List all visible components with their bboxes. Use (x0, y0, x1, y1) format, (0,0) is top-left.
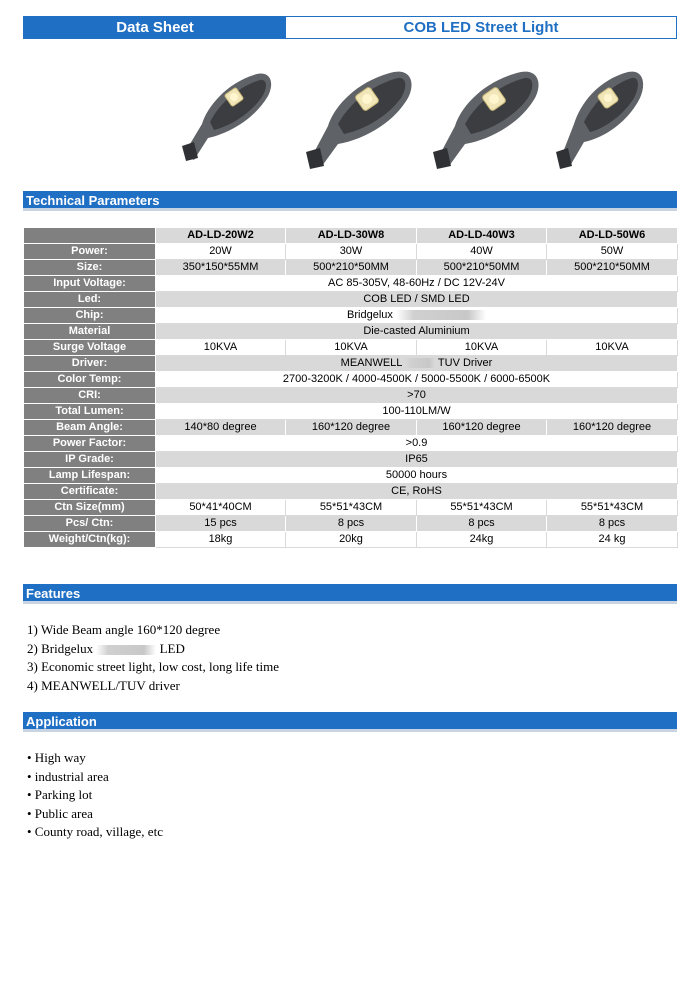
driver-type: TUV Driver (437, 357, 493, 369)
spec-row-color-temp (24, 372, 678, 388)
spec-value: 10KVA (156, 340, 286, 356)
spec-table (23, 227, 678, 548)
list-item: 1) Wide Beam angle 160*120 degree (27, 622, 221, 637)
spec-value: 18kg (156, 532, 286, 548)
spec-value: 15 pcs (156, 516, 286, 532)
spec-label: Led: (24, 292, 156, 308)
spec-label: Chip: (24, 308, 156, 324)
spec-row-cri (24, 388, 678, 404)
spec-label: Weight/Ctn(kg): (24, 532, 156, 548)
spec-row-total-lumen (24, 404, 678, 420)
spec-value: 10KVA (417, 340, 547, 356)
spec-label: Ctn Size(mm) (24, 500, 156, 516)
spec-value: 2700-3200K / 4000-4500K / 5000-5500K / 6000-6500K (156, 372, 678, 388)
spec-row-led (24, 292, 678, 308)
spec-label: Beam Angle: (24, 420, 156, 436)
lamp-image-50w (550, 62, 650, 170)
feature-text: 2) Bridgelux (27, 640, 94, 656)
spec-value: 160*120 degree (547, 420, 678, 436)
spec-row-size (24, 260, 678, 276)
spec-value: 350*150*55MM (156, 260, 286, 276)
spec-label: Power Factor: (24, 436, 156, 452)
redacted-mark (405, 358, 435, 368)
features-list (27, 621, 279, 695)
spec-value: >0.9 (156, 436, 678, 452)
spec-label: Certificate: (24, 484, 156, 500)
spec-label: Pcs/ Ctn: (24, 516, 156, 532)
spec-label: CRI: (24, 388, 156, 404)
spec-value: AC 85-305V, 48-60Hz / DC 12V-24V (156, 276, 678, 292)
spec-label: Material (24, 324, 156, 340)
spec-row-ctn-size (24, 500, 678, 516)
spec-label: Surge Voltage (24, 340, 156, 356)
spec-value: 500*210*50MM (417, 260, 547, 276)
spec-value: 500*210*50MM (286, 260, 417, 276)
spec-value: 20W (156, 244, 286, 260)
spec-value: 500*210*50MM (547, 260, 678, 276)
spec-value: 160*120 degree (417, 420, 547, 436)
list-item: • Parking lot (27, 787, 93, 802)
model-header: AD-LD-50W6 (547, 228, 678, 244)
spec-value: 50W (547, 244, 678, 260)
list-item (27, 640, 279, 659)
spec-label: Lamp Lifespan: (24, 468, 156, 484)
spec-row-pcs-ctn (24, 516, 678, 532)
spec-label: IP Grade: (24, 452, 156, 468)
spec-value: 8 pcs (417, 516, 547, 532)
technical-parameters-heading: Technical Parameters (23, 191, 677, 211)
list-item: 3) Economic street light, low cost, long life time (27, 659, 280, 674)
spec-row-beam-angle (24, 420, 678, 436)
spec-value: CE, RoHS (156, 484, 678, 500)
spec-value: 55*51*43CM (417, 500, 547, 516)
spec-row-input-voltage (24, 276, 678, 292)
spec-value: 100-110LM/W (156, 404, 678, 420)
spec-value: 10KVA (286, 340, 417, 356)
list-item: • industrial area (27, 768, 109, 784)
model-header: AD-LD-40W3 (417, 228, 547, 244)
spec-row-lamp-lifespan (24, 468, 678, 484)
spec-value: 8 pcs (286, 516, 417, 532)
spec-row-driver (24, 356, 678, 372)
spec-value: 40W (417, 244, 547, 260)
spec-row-certificate (24, 484, 678, 500)
spec-value: 50*41*40CM (156, 500, 286, 516)
spec-value: Die-casted Aluminium (156, 324, 678, 340)
spec-label: Color Temp: (24, 372, 156, 388)
list-item: 4) MEANWELL/TUV driver (27, 677, 180, 693)
spec-value: 24 kg (547, 532, 678, 548)
spec-value: 55*51*43CM (547, 500, 678, 516)
chip-brand: Bridgelux (347, 309, 393, 321)
spec-row-material (24, 324, 678, 340)
lamp-image-40w (425, 62, 545, 170)
list-item: • Public area (27, 805, 93, 821)
spec-value: 160*120 degree (286, 420, 417, 436)
features-heading: Features (23, 584, 677, 604)
spec-value (156, 356, 678, 372)
spec-label: Driver: (24, 356, 156, 372)
spec-row-surge-voltage (24, 340, 678, 356)
spec-value: >70 (156, 388, 678, 404)
spec-row-power-factor (24, 436, 678, 452)
lamp-image-30w (298, 62, 418, 170)
list-item: • County road, village, etc (27, 824, 163, 839)
spec-row-chip (24, 308, 678, 324)
application-list (27, 749, 163, 842)
spec-label: Input Voltage: (24, 276, 156, 292)
spec-row-ip-grade (24, 452, 678, 468)
spec-value: 24kg (417, 532, 547, 548)
application-heading: Application (23, 712, 677, 732)
spec-value: 30W (286, 244, 417, 260)
lamp-image-20w (172, 62, 277, 162)
spec-value: 10KVA (547, 340, 678, 356)
spec-header-row (24, 228, 678, 244)
header-right-title: COB LED Street Light (286, 17, 676, 38)
spec-value: IP65 (156, 452, 678, 468)
spec-label: Total Lumen: (24, 404, 156, 420)
spec-label: Size: (24, 260, 156, 276)
spec-value: 50000 hours (156, 468, 678, 484)
driver-brand: MEANWELL (340, 357, 402, 369)
spec-value: 8 pcs (547, 516, 678, 532)
spec-header-label (24, 228, 156, 244)
header-left-title: Data Sheet (24, 17, 286, 38)
spec-row-power (24, 244, 678, 260)
feature-text: LED (159, 640, 185, 656)
redacted-mark (396, 310, 486, 320)
model-header: AD-LD-20W2 (156, 228, 286, 244)
spec-value: 20kg (286, 532, 417, 548)
product-images (0, 62, 700, 172)
spec-value: COB LED / SMD LED (156, 292, 678, 308)
datasheet-header (23, 16, 677, 39)
redacted-mark (96, 645, 156, 655)
spec-label: Power: (24, 244, 156, 260)
model-header: AD-LD-30W8 (286, 228, 417, 244)
spec-value (156, 308, 678, 324)
spec-value: 55*51*43CM (286, 500, 417, 516)
spec-value: 140*80 degree (156, 420, 286, 436)
list-item: • High way (27, 750, 86, 765)
spec-row-weight-ctn (24, 532, 678, 548)
